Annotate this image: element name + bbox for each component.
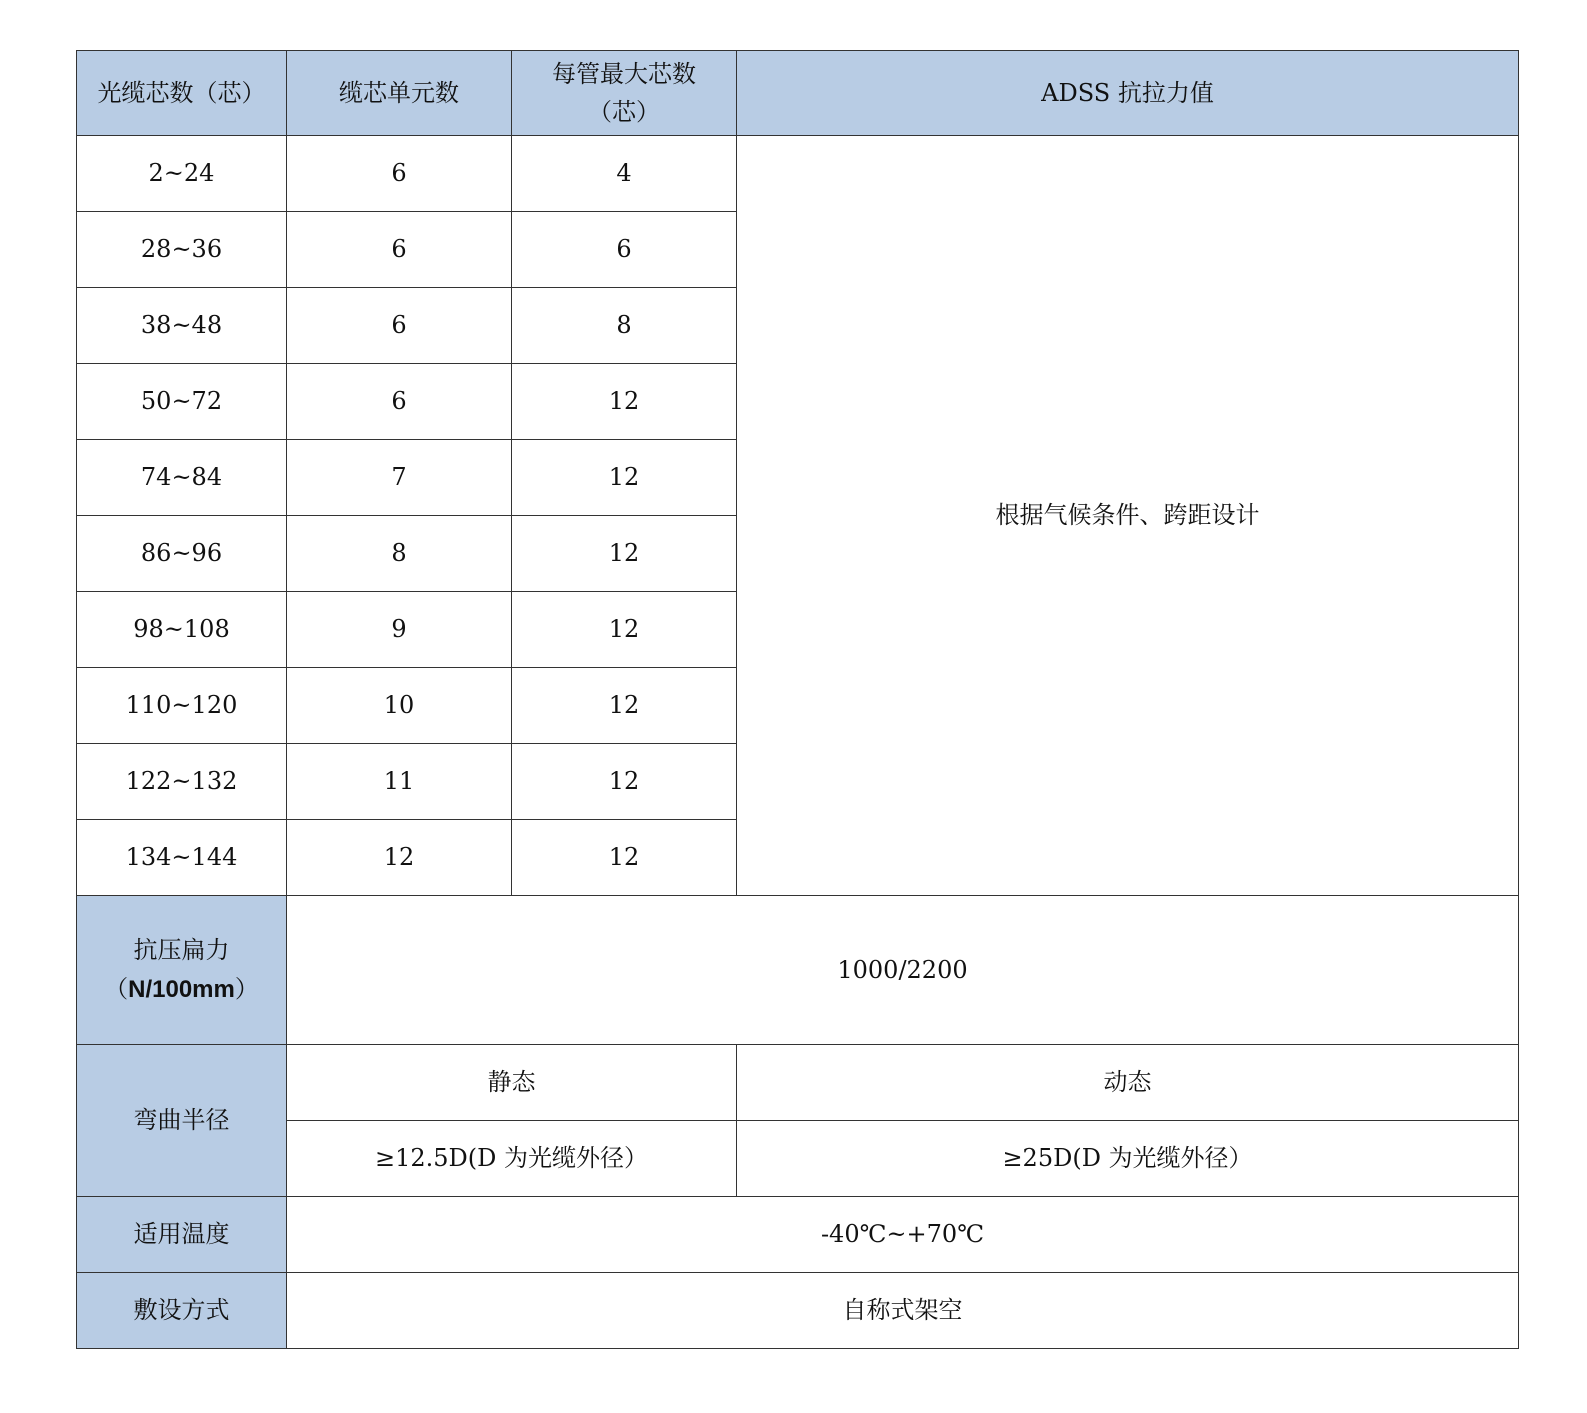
cell-per-tube: 12 (512, 364, 737, 440)
crush-paren-close: ） (234, 974, 259, 1003)
cell-unit-count: 8 (287, 516, 512, 592)
crush-value: 1000/2200 (287, 896, 1519, 1045)
cell-fiber-count: 2~24 (77, 136, 287, 212)
cell-unit-count: 7 (287, 440, 512, 516)
cell-unit-count: 6 (287, 288, 512, 364)
header-max-per-tube (512, 51, 737, 136)
bend-dynamic-value: ≥25D(D 为光缆外径） (737, 1121, 1519, 1197)
cell-fiber-count: 38~48 (77, 288, 287, 364)
tension-note: 根据气候条件、跨距设计 (737, 136, 1519, 896)
cell-fiber-count: 74~84 (77, 440, 287, 516)
cell-unit-count: 9 (287, 592, 512, 668)
cell-per-tube: 12 (512, 744, 737, 820)
crush-paren-open: （ (104, 974, 129, 1003)
cell-per-tube: 8 (512, 288, 737, 364)
cell-unit-count: 12 (287, 820, 512, 896)
crush-label-line2 (77, 970, 286, 1009)
crush-row (77, 896, 1519, 1045)
cell-per-tube: 12 (512, 440, 737, 516)
temperature-row (77, 1197, 1519, 1273)
bend-label: 弯曲半径 (77, 1045, 287, 1197)
crush-unit: N/100mm (128, 975, 235, 1003)
header-adss-tension: ADSS 抗拉力值 (737, 51, 1519, 136)
cell-per-tube: 12 (512, 820, 737, 896)
cell-unit-count: 6 (287, 136, 512, 212)
spec-table (76, 50, 1519, 1349)
cell-per-tube: 12 (512, 592, 737, 668)
cell-unit-count: 11 (287, 744, 512, 820)
header-row (77, 51, 1519, 136)
laying-row (77, 1273, 1519, 1349)
header-fiber-count: 光缆芯数（芯） (77, 51, 287, 136)
temperature-label: 适用温度 (77, 1197, 287, 1273)
cell-fiber-count: 134~144 (77, 820, 287, 896)
cell-fiber-count: 122~132 (77, 744, 287, 820)
temperature-value: -40℃~+70℃ (287, 1197, 1519, 1273)
header-max-per-tube-line2: （芯） (588, 98, 660, 126)
laying-value: 自称式架空 (287, 1273, 1519, 1349)
cell-fiber-count: 28~36 (77, 212, 287, 288)
header-max-per-tube-line1: 每管最大芯数 (552, 59, 696, 88)
header-unit-count: 缆芯单元数 (287, 51, 512, 136)
crush-label-line1: 抗压扁力 (133, 936, 230, 965)
cell-fiber-count: 110~120 (77, 668, 287, 744)
bend-header-row (77, 1045, 1519, 1121)
laying-label: 敷设方式 (77, 1273, 287, 1349)
bend-static-value: ≥12.5D(D 为光缆外径） (287, 1121, 737, 1197)
cell-fiber-count: 98~108 (77, 592, 287, 668)
cell-per-tube: 12 (512, 516, 737, 592)
table-row (77, 136, 1519, 212)
cell-unit-count: 6 (287, 364, 512, 440)
cell-unit-count: 10 (287, 668, 512, 744)
bend-dynamic-label: 动态 (737, 1045, 1519, 1121)
cell-per-tube: 6 (512, 212, 737, 288)
crush-label (77, 896, 287, 1045)
bend-static-label: 静态 (287, 1045, 737, 1121)
cell-per-tube: 12 (512, 668, 737, 744)
cell-fiber-count: 86~96 (77, 516, 287, 592)
cell-fiber-count: 50~72 (77, 364, 287, 440)
cell-unit-count: 6 (287, 212, 512, 288)
cell-per-tube: 4 (512, 136, 737, 212)
bend-value-row (77, 1121, 1519, 1197)
